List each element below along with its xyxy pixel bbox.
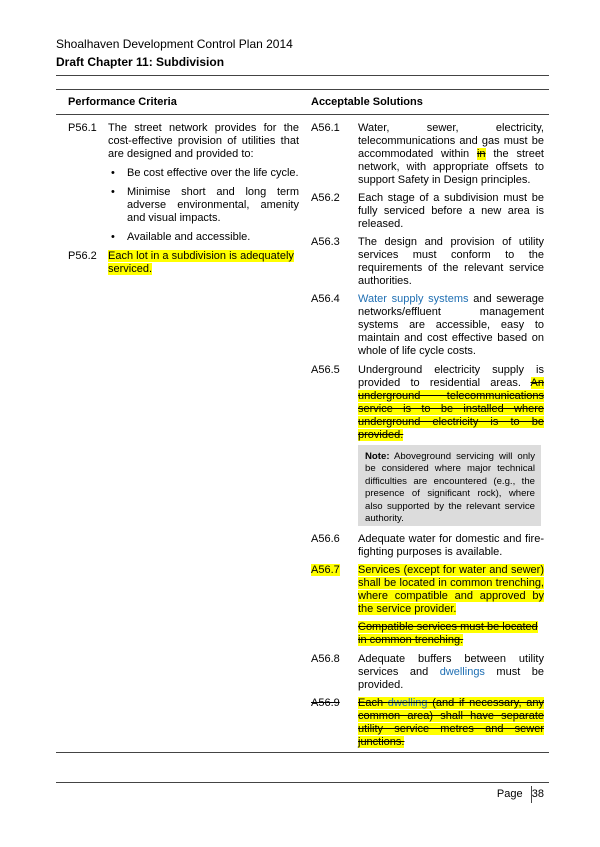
glossary-link[interactable]: dwelling	[387, 697, 428, 709]
solution-text	[358, 364, 544, 442]
bullet-icon: •	[111, 186, 115, 198]
solution-text: Each stage of a subdivision must be fully serviced before a new area is released.	[358, 192, 544, 230]
page-number: 38	[531, 788, 544, 800]
solution-number: A56.6	[311, 533, 340, 545]
deleted-text: in	[476, 148, 486, 160]
solution-text	[358, 122, 544, 187]
page-footer	[497, 788, 544, 800]
highlighted-text: Services (except for water and sewer) shall be located in common trenching, where compatible and approved by the service provider.	[358, 564, 544, 615]
deleted-text: Compatible services must be located in common trenching.	[358, 621, 538, 646]
text-run: and sewerage networks/effluent management systems are accessible, easy to maintain and cost effective based on whole of life cycle costs.	[358, 293, 544, 357]
chapter-title: Draft Chapter 11: Subdivision	[56, 55, 225, 69]
solution-number: A56.2	[311, 192, 340, 204]
page-label: Page	[496, 788, 523, 800]
table-bottom-rule	[56, 752, 549, 753]
text-run: Underground electricity supply is provided to residential areas.	[358, 364, 544, 389]
solution-number: A56.8	[311, 653, 340, 665]
text-run: the street network, with appropriate offsets to support Safety in Design principles.	[358, 148, 544, 186]
criterion-bullet: Be cost effective over the life cycle.	[127, 167, 299, 179]
text-run: must be provided.	[358, 666, 544, 691]
solution-text	[358, 564, 544, 616]
criterion-text	[108, 250, 299, 276]
glossary-link[interactable]: Water supply systems	[358, 293, 469, 305]
table-top-rule	[56, 89, 549, 90]
criterion-text: The street network provides for the cost-effective provision of utilities that are designed and provided to:	[108, 122, 299, 160]
column-header-performance: Performance Criteria	[68, 96, 177, 108]
criterion-number: P56.2	[68, 250, 97, 262]
deleted-text: Each	[358, 697, 388, 709]
solution-text	[358, 621, 544, 647]
highlighted-text: Each lot in a subdivision is adequately serviced.	[108, 250, 294, 275]
document-title: Shoalhaven Development Control Plan 2014	[56, 37, 293, 51]
column-header-acceptable: Acceptable Solutions	[311, 96, 423, 108]
solution-number: A56.1	[311, 122, 340, 134]
solution-text	[358, 293, 544, 358]
note-label: Note:	[365, 451, 390, 462]
solution-text: Adequate water for domestic and fire-fighting purposes is available.	[358, 533, 544, 558]
note-box	[358, 445, 541, 526]
criterion-bullet: Minimise short and long term adverse environmental, amenity and visual impacts.	[127, 186, 299, 224]
solution-number: A56.4	[311, 293, 340, 305]
criterion-bullet: Available and accessible.	[127, 231, 251, 243]
footer-rule	[56, 782, 549, 783]
text-run: Water, sewer, electricity, telecommunications and gas must be accommodated within	[358, 122, 544, 160]
solution-text: The design and provision of utility services must conform to the requirements of the relevant service authorities.	[358, 236, 544, 287]
note-text: Aboveground servicing will only be considered where major technical difficulties are encountered (e.g., the presence of significant rock), where also supported by the relevant service authority.	[365, 451, 535, 525]
solution-number: A56.9	[311, 697, 340, 709]
glossary-link[interactable]: dwellings	[439, 666, 485, 678]
bullet-icon: •	[111, 167, 115, 179]
deleted-text: (and if necessary, any common area) shall have separate utility service metres and sewer junctions.	[358, 697, 544, 748]
solution-text	[358, 697, 544, 749]
deleted-text: An underground telecommunications service is to be installed where underground electricity is to be provided.	[358, 377, 544, 441]
solution-number	[311, 564, 340, 577]
header-rule	[56, 75, 549, 76]
solution-number: A56.3	[311, 236, 340, 248]
criterion-number: P56.1	[68, 122, 97, 134]
solution-text	[358, 653, 544, 692]
table-header-rule	[56, 114, 549, 115]
bullet-icon: •	[111, 231, 115, 243]
highlighted-text: A56.7	[311, 564, 340, 576]
text-run: Adequate buffers between utility services and	[358, 653, 544, 678]
solution-number: A56.5	[311, 364, 340, 376]
